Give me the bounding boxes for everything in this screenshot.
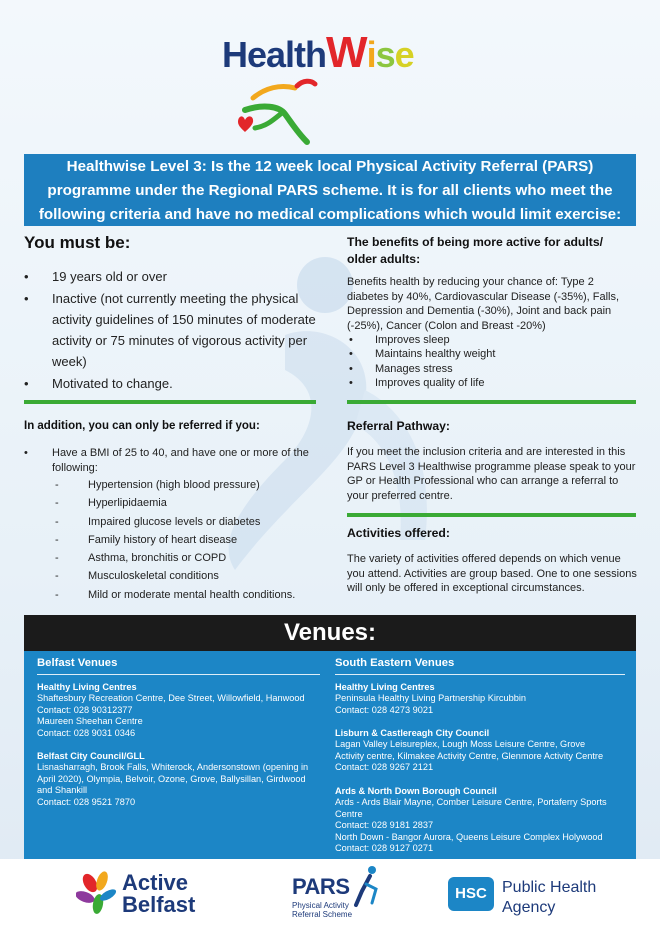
benefits-heading: The benefits of being more active for adults/ older adults: <box>347 235 603 266</box>
condition-item: - Hypertension (high blood pressure) <box>52 476 322 494</box>
ards-heading: Ards & North Down Borough Council <box>335 786 497 796</box>
lisburn-heading: Lisburn & Castlereagh City Council <box>335 728 490 738</box>
venue-line: Contact: 028 90312377 <box>37 704 133 715</box>
ards-details <box>335 797 630 855</box>
venue-line: Lisnasharragh, Brook Falls, Whiterock, Andersonstown (opening in <box>37 762 309 772</box>
belfast-hlc-details <box>37 693 337 739</box>
condition-item: - Impaired glucose levels or diabetes <box>52 513 322 531</box>
must-be-list <box>24 266 324 394</box>
venue-line: Contact: 028 4273 9021 <box>335 704 434 715</box>
divider <box>347 513 636 517</box>
venue-line: and Shankill <box>37 785 88 796</box>
hsc-badge: HSC <box>448 877 494 911</box>
south-eastern-venues-heading: South Eastern Venues <box>335 657 455 669</box>
referral-heading: Referral Pathway: <box>347 419 450 433</box>
pars-subtitle <box>292 901 352 919</box>
belfast-hlc-heading: Healthy Living Centres <box>37 682 137 692</box>
must-be-heading: You must be: <box>24 233 131 252</box>
logo-s: s <box>375 34 395 75</box>
banner-line-2: programme under the Regional PARS scheme. It is for all clients who meet the <box>47 182 613 199</box>
venue-line: Peninsula Healthy Living Partnership Kircubbin <box>335 693 527 703</box>
benefit-item: • Improves quality of life <box>347 376 632 390</box>
venue-line: Activity centre, Kilmakee Activity Centre, Glenmore Activity Centre <box>335 750 604 761</box>
venue-line: Contact: 028 9031 0346 <box>37 727 136 738</box>
venue-line: Ards - Ards Blair Mayne, Comber Leisure Centre, Portaferry Sports <box>335 797 607 807</box>
healthwise-logo <box>222 28 414 78</box>
venue-line: Shaftesbury Recreation Centre, Dee Street, Willowfield, Hanwood <box>37 693 305 703</box>
pha-line2: Agency <box>502 899 556 916</box>
banner-line-1: Healthwise Level 3: Is the 12 week local Physical Activity Referral (PARS) <box>66 158 594 175</box>
pars-logo-text: PARS <box>292 874 350 899</box>
logo-i: i <box>366 34 376 75</box>
venue-line: April 2020), Olympia, Belvoir, Ozone, Grove, Ballysillan, Girdwood <box>37 773 306 784</box>
venue-line: Contact: 028 9127 0271 <box>335 843 434 854</box>
se-hlc-heading: Healthy Living Centres <box>335 682 435 692</box>
active-belfast-flower-icon <box>76 871 118 917</box>
active-belfast-line2: Belfast <box>122 892 196 917</box>
condition-item: - Asthma, bronchitis or COPD <box>52 549 322 567</box>
venue-line: Lagan Valley Leisureplex, Lough Moss Leisure Centre, Grove <box>335 739 586 749</box>
activities-heading: Activities offered: <box>347 526 450 540</box>
public-health-agency-logo <box>502 878 596 918</box>
lisburn-details <box>335 739 630 774</box>
venue-line: Maureen Sheehan Centre <box>37 716 143 727</box>
divider <box>24 400 316 404</box>
pars-runner-icon <box>352 865 382 909</box>
logo-w: W <box>326 28 367 77</box>
benefit-item: • Maintains healthy weight <box>347 347 632 361</box>
addition-bullet-text: Have a BMI of 25 to 40, and have one or more of the following: <box>52 447 309 474</box>
belfast-council-details <box>37 762 337 808</box>
bullet-icon: • <box>24 447 28 459</box>
banner-line-3: following criteria and have no medical complications which would limit exercise: <box>38 206 622 223</box>
logo-health-text: Health <box>222 34 327 75</box>
must-be-item: • Inactive (not currently meeting the physical activity guidelines of 150 minutes of moderate activity or 75 minutes of vigorous activity per week) <box>24 288 324 372</box>
condition-item: - Family history of heart disease <box>52 531 322 549</box>
venue-divider <box>335 674 625 675</box>
belfast-venues-heading: Belfast Venues <box>37 657 118 669</box>
venues-heading: Venues: <box>24 615 636 651</box>
venue-line: Centre <box>335 808 363 819</box>
pars-subtitle-line2: Referral Scheme <box>292 910 353 919</box>
benefit-item: • Manages stress <box>347 362 632 376</box>
intro-banner <box>24 154 636 226</box>
venue-line: Contact: 028 9181 2837 <box>335 820 434 831</box>
venue-divider <box>37 674 320 675</box>
condition-item: - Hyperlipidaemia <box>52 494 322 512</box>
venues-panel <box>24 651 636 859</box>
must-be-item: • Motivated to change. <box>24 373 324 394</box>
venue-line: Contact: 028 9521 7870 <box>37 796 136 807</box>
condition-item: - Mild or moderate mental health conditions. <box>52 586 322 604</box>
benefit-item: • Improves sleep <box>347 333 632 347</box>
se-hlc-details <box>335 693 630 716</box>
active-belfast-logo <box>122 872 195 916</box>
benefits-list <box>347 333 632 391</box>
active-belfast-line1: Active <box>122 870 189 895</box>
belfast-council-heading: Belfast City Council/GLL <box>37 751 145 761</box>
footer-logos <box>0 859 660 937</box>
logo-e: e <box>394 34 414 75</box>
venue-line: North Down - Bangor Aurora, Queens Leisure Complex Holywood <box>335 831 603 842</box>
condition-item: - Musculoskeletal conditions <box>52 567 322 585</box>
divider <box>347 400 636 404</box>
referral-text: If you meet the inclusion criteria and are interested in this PARS Level 3 Healthwise programme please speak to your GP or Health Professional who can arrange a referral to your preferred centre. <box>347 446 636 502</box>
healthwise-runner-icon <box>225 78 320 146</box>
addition-bullet <box>24 446 314 475</box>
venue-line: Contact: 028 9267 2121 <box>335 762 434 773</box>
pha-line1: Public Health <box>502 879 597 896</box>
pars-subtitle-line1: Physical Activity <box>292 901 349 910</box>
benefits-intro: Benefits health by reducing your chance of: Type 2 diabetes by 40%, Cardiovascular Disease (-35%), Falls, Depression and Dementia (-30%), Joint and back pain (-25%), Cancer (Colon and Breast -20%) <box>347 276 620 332</box>
conditions-list <box>52 476 322 604</box>
must-be-item: • 19 years old or over <box>24 266 324 287</box>
addition-heading: In addition, you can only be referred if you: <box>24 420 260 432</box>
activities-text: The variety of activities offered depends on which venue you attend. Activities are group based. One to one sessions will only be offered in exceptional circumstances. <box>347 553 637 595</box>
